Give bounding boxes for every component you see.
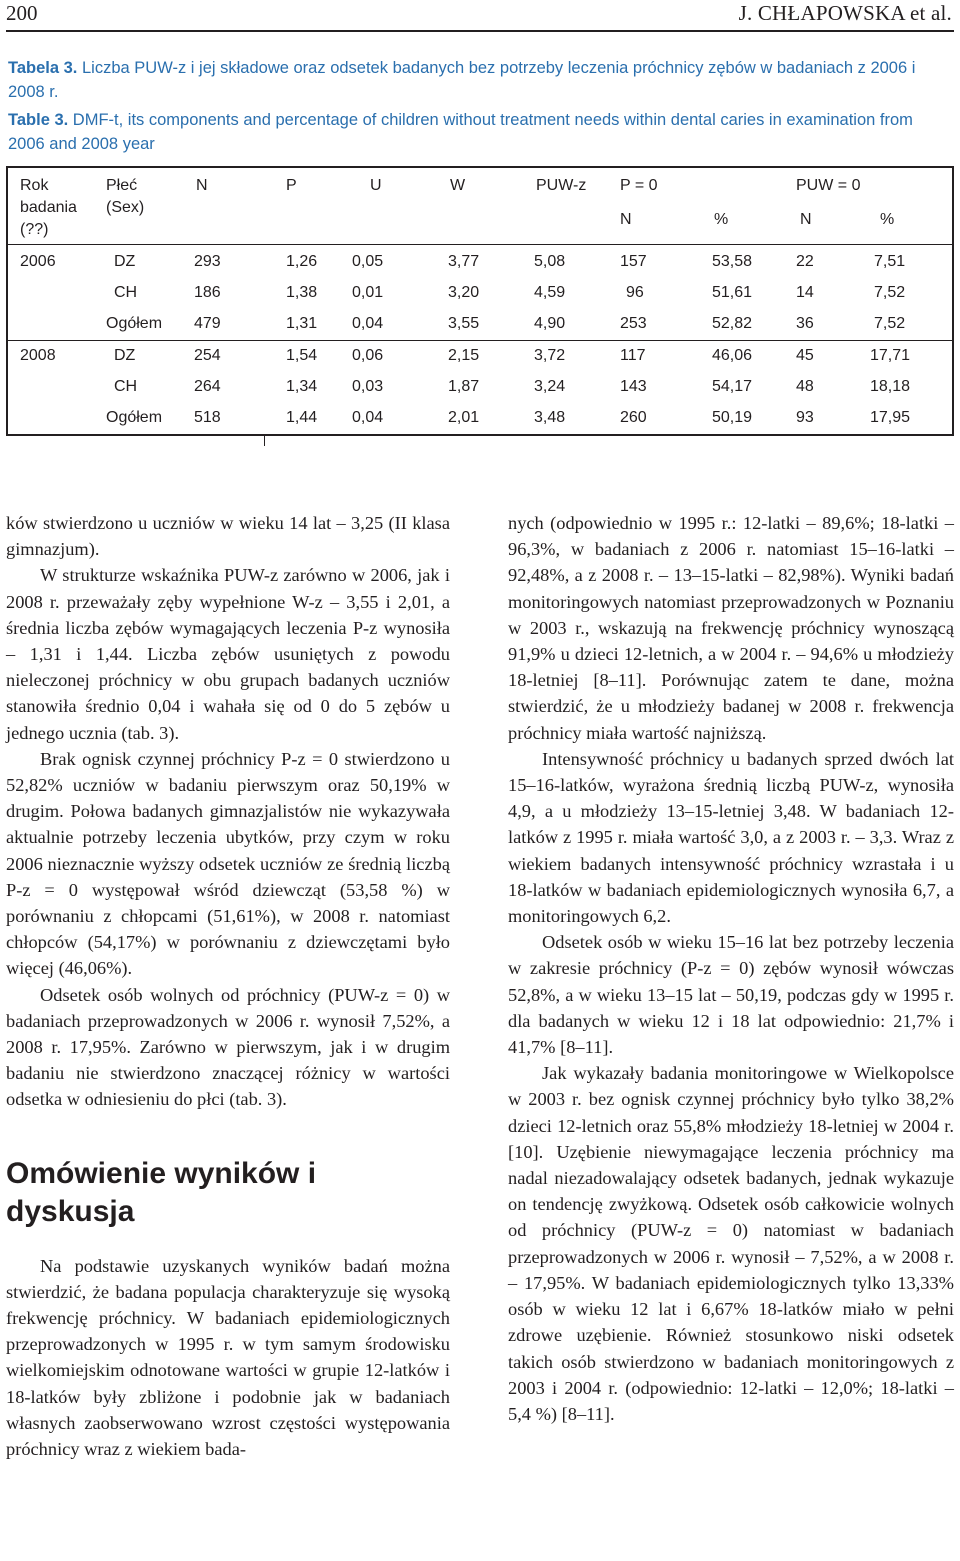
cell-puw0-n: 14 [796,284,814,301]
header-w: W [450,177,466,194]
cell-n: 479 [194,315,221,332]
cell-p0-pct: 46,06 [712,347,753,364]
cell-puwz: 4,90 [534,315,566,332]
cell-puw0-pct: 17,71 [870,347,911,364]
cell-n: 254 [194,347,221,364]
header-u: U [370,177,382,194]
page-header [0,0,960,34]
cell-u: 0,06 [352,347,384,364]
cell-p0-n: 117 [620,347,646,364]
cell-p0-pct: 54,17 [712,378,753,395]
header-puw0: PUW = 0 [796,177,861,194]
header-plec: Płeć [106,177,138,194]
header-puw0-pct: % [880,211,895,228]
header-qq: (??) [20,221,49,238]
cell-n: 186 [194,284,221,301]
paragraph: Na podstawie uzyskanych wyników badań można stwierdzić, że badana populacja charakteryzuje się wysoką frekwencję próchnicy. W badaniach epidemiologicznych przeprowadzonych w 1995 r. w tym samym środowisku wielkomiejskim odnotowane wartości w grupie 12-latków i 18-latków były zbliżone i podobnie jak w badaniach własnych zaobserwowano wzrost częstości występowania próchnicy wraz z wiekiem bada- [6,1255,450,1460]
cell-p: 1,34 [286,378,318,395]
table-group-rule [8,340,952,341]
cell-w: 3,20 [448,284,480,301]
cell-sex: CH [114,378,138,395]
header-rule [6,30,954,32]
cell-p0-n: 96 [626,284,644,301]
cell-sex: CH [114,284,138,301]
cell-puw0-n: 48 [796,378,814,395]
cell-puwz: 5,08 [534,253,566,270]
cell-puw0-n: 45 [796,347,814,364]
cell-sex: DZ [114,347,136,364]
cell-p: 1,31 [286,315,318,332]
cell-year: 2008 [20,347,56,364]
cell-sex: Ogółem [106,315,163,332]
cell-puwz: 4,59 [534,284,566,301]
caption-text-english: DMF-t, its components and percentage of children without treatment needs within dental caries in examination from 2006 and 2008 year [8,111,913,153]
cell-puw0-pct: 7,52 [874,315,906,332]
paragraph: ków stwierdzono u uczniów w wieku 14 lat – 3,25 (II klasa gimnazjum). [6,513,450,560]
header-p0: P = 0 [620,177,658,194]
cell-puwz: 3,72 [534,347,566,364]
cell-p0-n: 143 [620,378,647,395]
left-text-column [6,510,450,1462]
cell-p0-n: 157 [620,253,647,270]
header-n: N [196,177,208,194]
cell-u: 0,04 [352,409,384,426]
cell-p0-n: 253 [620,315,647,332]
cell-year: 2006 [20,253,56,270]
cell-puw0-n: 22 [796,253,814,270]
cell-p0-n: 260 [620,409,647,426]
paragraph: nych (odpowiednio w 1995 r.: 12-latki – 89,6%; 18-latki – 96,3%, w badaniach z 2006 r. natomiast 15–16-latki – 92,48%, a z 2008 r. – 13–15-latki – 82,98%). Wyniki badań monitoringowych natomiast przeprowadzonych w Poznaniu w 2003 r., wskazują na frekwencję próchnicy wynoszącą 91,9% u dzieci 12-letnich, a w 2004 r. – 94,6% u młodzieży 18-letniej [8–11]. Porównując zatem te dane, można stwierdzić, że u młodzieży badanej w 2008 r. frekwencja próchnicy miała wartość najniższą. [508,513,954,743]
table-bottom-tick [264,436,265,446]
cell-sex: Ogółem [106,409,163,426]
data-table [6,166,954,436]
header-rok: Rok [20,177,49,194]
cell-p: 1,54 [286,347,318,364]
caption-label-polish: Tabela 3. [8,59,78,77]
caption-label-english: Table 3. [8,111,69,129]
cell-puw0-pct: 18,18 [870,378,911,395]
cell-puwz: 3,24 [534,378,566,395]
cell-p0-pct: 51,61 [712,284,753,301]
cell-n: 293 [194,253,221,270]
cell-p0-pct: 50,19 [712,409,753,426]
cell-u: 0,03 [352,378,384,395]
header-p0-n: N [620,211,632,228]
cell-sex: DZ [114,253,136,270]
paragraph: Brak ognisk czynnej próchnicy P-z = 0 stwierdzono u 52,82% uczniów w badaniu pierwszym oraz 50,19% w drugim. Połowa badanych gimnazjalistów nie wykazywała aktualnie potrzeby leczenia ubytków, przy czym w roku 2006 nieznacznie wyższy odsetek uczniów ze średnią liczbą P-z = 0 występował wśród dziewcząt (53,58 %) w porównaniu z chłopcami (51,61%), w 2008 r. natomiast chłopców (54,17%) w porównaniu z dziewczętami było więcej (46,06%). [6,748,450,979]
cell-n: 518 [194,409,221,426]
cell-p: 1,26 [286,253,318,270]
page-number: 200 [6,1,38,25]
cell-w: 2,15 [448,347,480,364]
cell-u: 0,01 [352,284,384,301]
cell-puw0-n: 36 [796,315,814,332]
cell-p: 1,38 [286,284,318,301]
cell-u: 0,04 [352,315,384,332]
cell-p: 1,44 [286,409,318,426]
cell-puw0-n: 93 [796,409,814,426]
running-head: J. CHŁAPOWSKA et al. [738,1,952,25]
right-text-column [508,510,954,1427]
header-puwz: PUW-z [536,177,587,194]
paragraph: Odsetek osób w wieku 15–16 lat bez potrzeby leczenia w zakresie próchnicy (P-z = 0) zębów wynosił wówczas 52,8%, a w wieku 13–15 lat – 50,19, podczas gdy w 1995 r. dla badanych w wieku 12 i 18 lat odpowiednio: 21,7% i 41,7% [8–11]. [508,932,954,1058]
cell-p0-pct: 52,82 [712,315,753,332]
header-p0-pct: % [714,211,729,228]
cell-w: 2,01 [448,409,480,426]
cell-u: 0,05 [352,253,384,270]
cell-puw0-pct: 7,52 [874,284,906,301]
cell-puwz: 3,48 [534,409,566,426]
table-header-rule [8,244,952,245]
cell-puw0-pct: 7,51 [874,253,906,270]
cell-n: 264 [194,378,221,395]
table-caption-polish [8,56,952,104]
cell-p0-pct: 53,58 [712,253,753,270]
header-badania: badania [20,199,77,216]
paragraph: Jak wykazały badania monitoringowe w Wielkopolsce w 2003 r. bez ognisk czynnej próchnicy było tylko 38,2% dzieci 12-letnich oraz 55,8% młodzieży 18-letniej w 2004 r. [10]. Uzębienie niewymagające leczenia próchnicy ma nadal niezadowalający odsetek badanych, jednak wykazuje on tendencję zwyżkową. Odsetek osób całkowicie wolnych od próchnicy (PUW-z = 0) natomiast w badaniach przeprowadzonych w 2006 r. wynosił – 7,52%, a w 2008 r. – 17,95%. W badaniach epidemiologicznych tylko 13,33% osób w wieku 12 lat i 6,67% 18-latków miało w pełni zdrowe uzębienie. Również stosunkowo niski odsetek takich osób stwierdzono w badaniach monitoringowych z 2003 i 2004 r. (odpowiednio: 12-latki – 12,0%; 18-latki – 5,4 %) [8–11]. [508,1063,954,1424]
header-p: P [286,177,297,194]
header-puw0-n: N [800,211,812,228]
table-caption-english [8,108,952,156]
caption-text-polish: Liczba PUW-z i jej składowe oraz odsetek badanych bez potrzeby leczenia próchnicy zębów w badaniach z 2006 i 2008 r. [8,59,916,101]
cell-w: 1,87 [448,378,480,395]
header-sex: (Sex) [106,199,145,216]
paragraph: W strukturze wskaźnika PUW-z zarówno w 2006, jak i 2008 r. przeważały zęby wypełnione W-z – 3,55 i 2,01, a średnia liczba zębów wymagających leczenia P-z wynosiła – 1,31 i 1,44. Liczba zębów usuniętych z powodu nieleczonej próchnicy w obu grupach badanych uczniów stanowiła średnio 0,04 i wahała się od 0 do 5 zębów u jednego ucznia (tab. 3). [6,565,450,743]
section-heading: Omówienie wyników i dyskusja [6,1156,317,1228]
cell-w: 3,77 [448,253,480,270]
paragraph: Odsetek osób wolnych od próchnicy (PUW-z = 0) w badaniach przeprowadzonych w 2006 r. wynosił 7,52%, a 2008 r. 17,95%. Zarówno w pierwszym, jak i w drugim badaniu nie stwierdzono znaczącej różnicy w wartości odsetka w odniesieniu do płci (tab. 3). [6,984,450,1110]
cell-puw0-pct: 17,95 [870,409,911,426]
paragraph: Intensywność próchnicy u badanych sprzed dwóch lat 15–16-latków, wyrażona średnią liczbą PUW-z, wynosiła 4,9, a u młodzieży 13–15-letniej 3,48. W badaniach 12-latków z 1995 r. miała wartość 3,0, a z 2003 r. – 3,3. Wraz z wiekiem badanych intensywność próchnicy wzrastała i u 18-latków w badaniach epidemiologicznych wynosiła 6,7, a monitoringowych 6,2. [508,748,954,927]
cell-w: 3,55 [448,315,480,332]
